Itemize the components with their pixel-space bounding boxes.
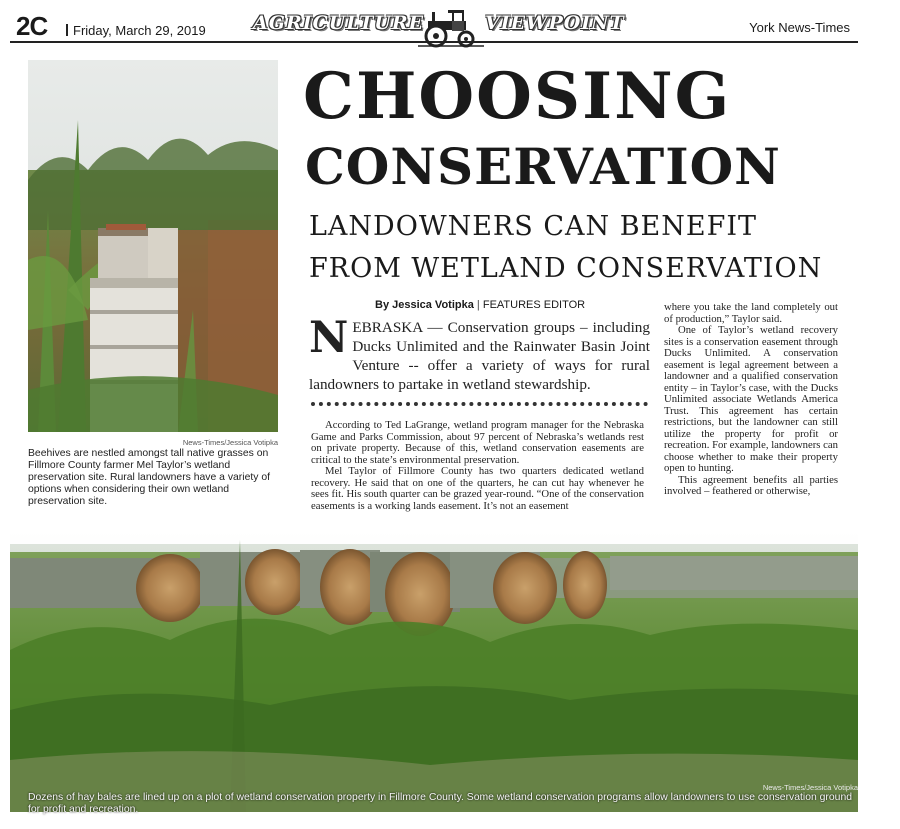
publication-name: York News-Times	[749, 20, 850, 35]
subheadline-line-2: FROM WETLAND CONSERVATION	[309, 253, 823, 284]
body-paragraph: One of Taylor’s wetland recovery sites is a conservation easement through Ducks Unlimited. A conservation easement is legal agreement between a landowner and a qualified conservation entity – in Taylor’s case, with the Ducks Unlimited associate Wetlands America Trust. This agreement has certain restrictions, but the landowner can still utilize the property for profit or recreation. For example, landowners can choose whether to make their property open to hunting.	[664, 324, 838, 474]
hay-bales-illustration	[10, 530, 858, 812]
article-deck	[309, 313, 650, 394]
subheadline-line-1: LANDOWNERS CAN BENEFIT	[309, 211, 757, 242]
page-number: 2C	[16, 11, 48, 41]
byline: By Jessica Votipka | FEATURES EDITOR	[375, 299, 586, 311]
photo-credit-top: News-Times/Jessica Votipka	[182, 438, 278, 447]
byline-author: By Jessica Votipka	[375, 299, 474, 311]
body-column-1	[311, 420, 644, 512]
headline-line-2: CONSERVATION	[305, 137, 781, 196]
section-title-left: AGRICULTURE	[253, 12, 425, 34]
deck-text: EBRASKA — Conservation groups – including Ducks Unlimited and the Rainwater Basin Joint Venture -- offer a variety of ways for rural landowners to partake in wetland stewardship.	[309, 319, 650, 393]
photo-credit-bottom: News-Times/Jessica Votipka	[762, 783, 858, 792]
photo-caption-bottom: Dozens of hay bales are lined up on a plot of wetland conservation property in Fillmore County. Some wetland conservation programs allow landowners to use conservation ground for profit and recreation.	[28, 792, 853, 815]
section-title-right: VIEWPOINT	[485, 12, 625, 34]
page-header	[10, 8, 858, 42]
body-paragraph: According to Ted LaGrange, wetland program manager for the Nebraska Game and Parks Commission, about 97 percent of Nebraska’s wetlands rest on private property. Because of this, wetland conservation easements are critical to the state’s environmental preservation.	[311, 419, 644, 466]
headline-line-1: CHOOSING	[303, 59, 732, 134]
drop-cap: N	[309, 313, 349, 363]
body-paragraph: where you take the land completely out of production,” Taylor said.	[664, 301, 838, 325]
body-column-2	[664, 302, 838, 498]
beehives-illustration	[28, 60, 278, 432]
hay-bales-photo	[10, 530, 858, 812]
issue-date: Friday, March 29, 2019	[66, 23, 206, 38]
body-paragraph: Mel Taylor of Fillmore County has two quarters dedicated wetland recovery. He said that on one of the quarters, he can cut hay whenever he sees fit. His south quarter can be grazed year-round. “One of the conservation easements is a working lands easement. It’s not an easement	[311, 465, 644, 512]
dotted-divider	[311, 402, 648, 406]
beehives-photo	[28, 60, 278, 432]
photo-caption-top: Beehives are nestled amongst tall native grasses on Fillmore County farmer Mel Taylor’s wetland preservation site. Rural landowners have a variety of options when considering their own wetland preservation site.	[28, 448, 270, 507]
header-rule	[10, 41, 858, 43]
byline-title: FEATURES EDITOR	[482, 299, 586, 311]
body-paragraph: This agreement benefits all parties involved – feathered or otherwise,	[664, 473, 838, 497]
